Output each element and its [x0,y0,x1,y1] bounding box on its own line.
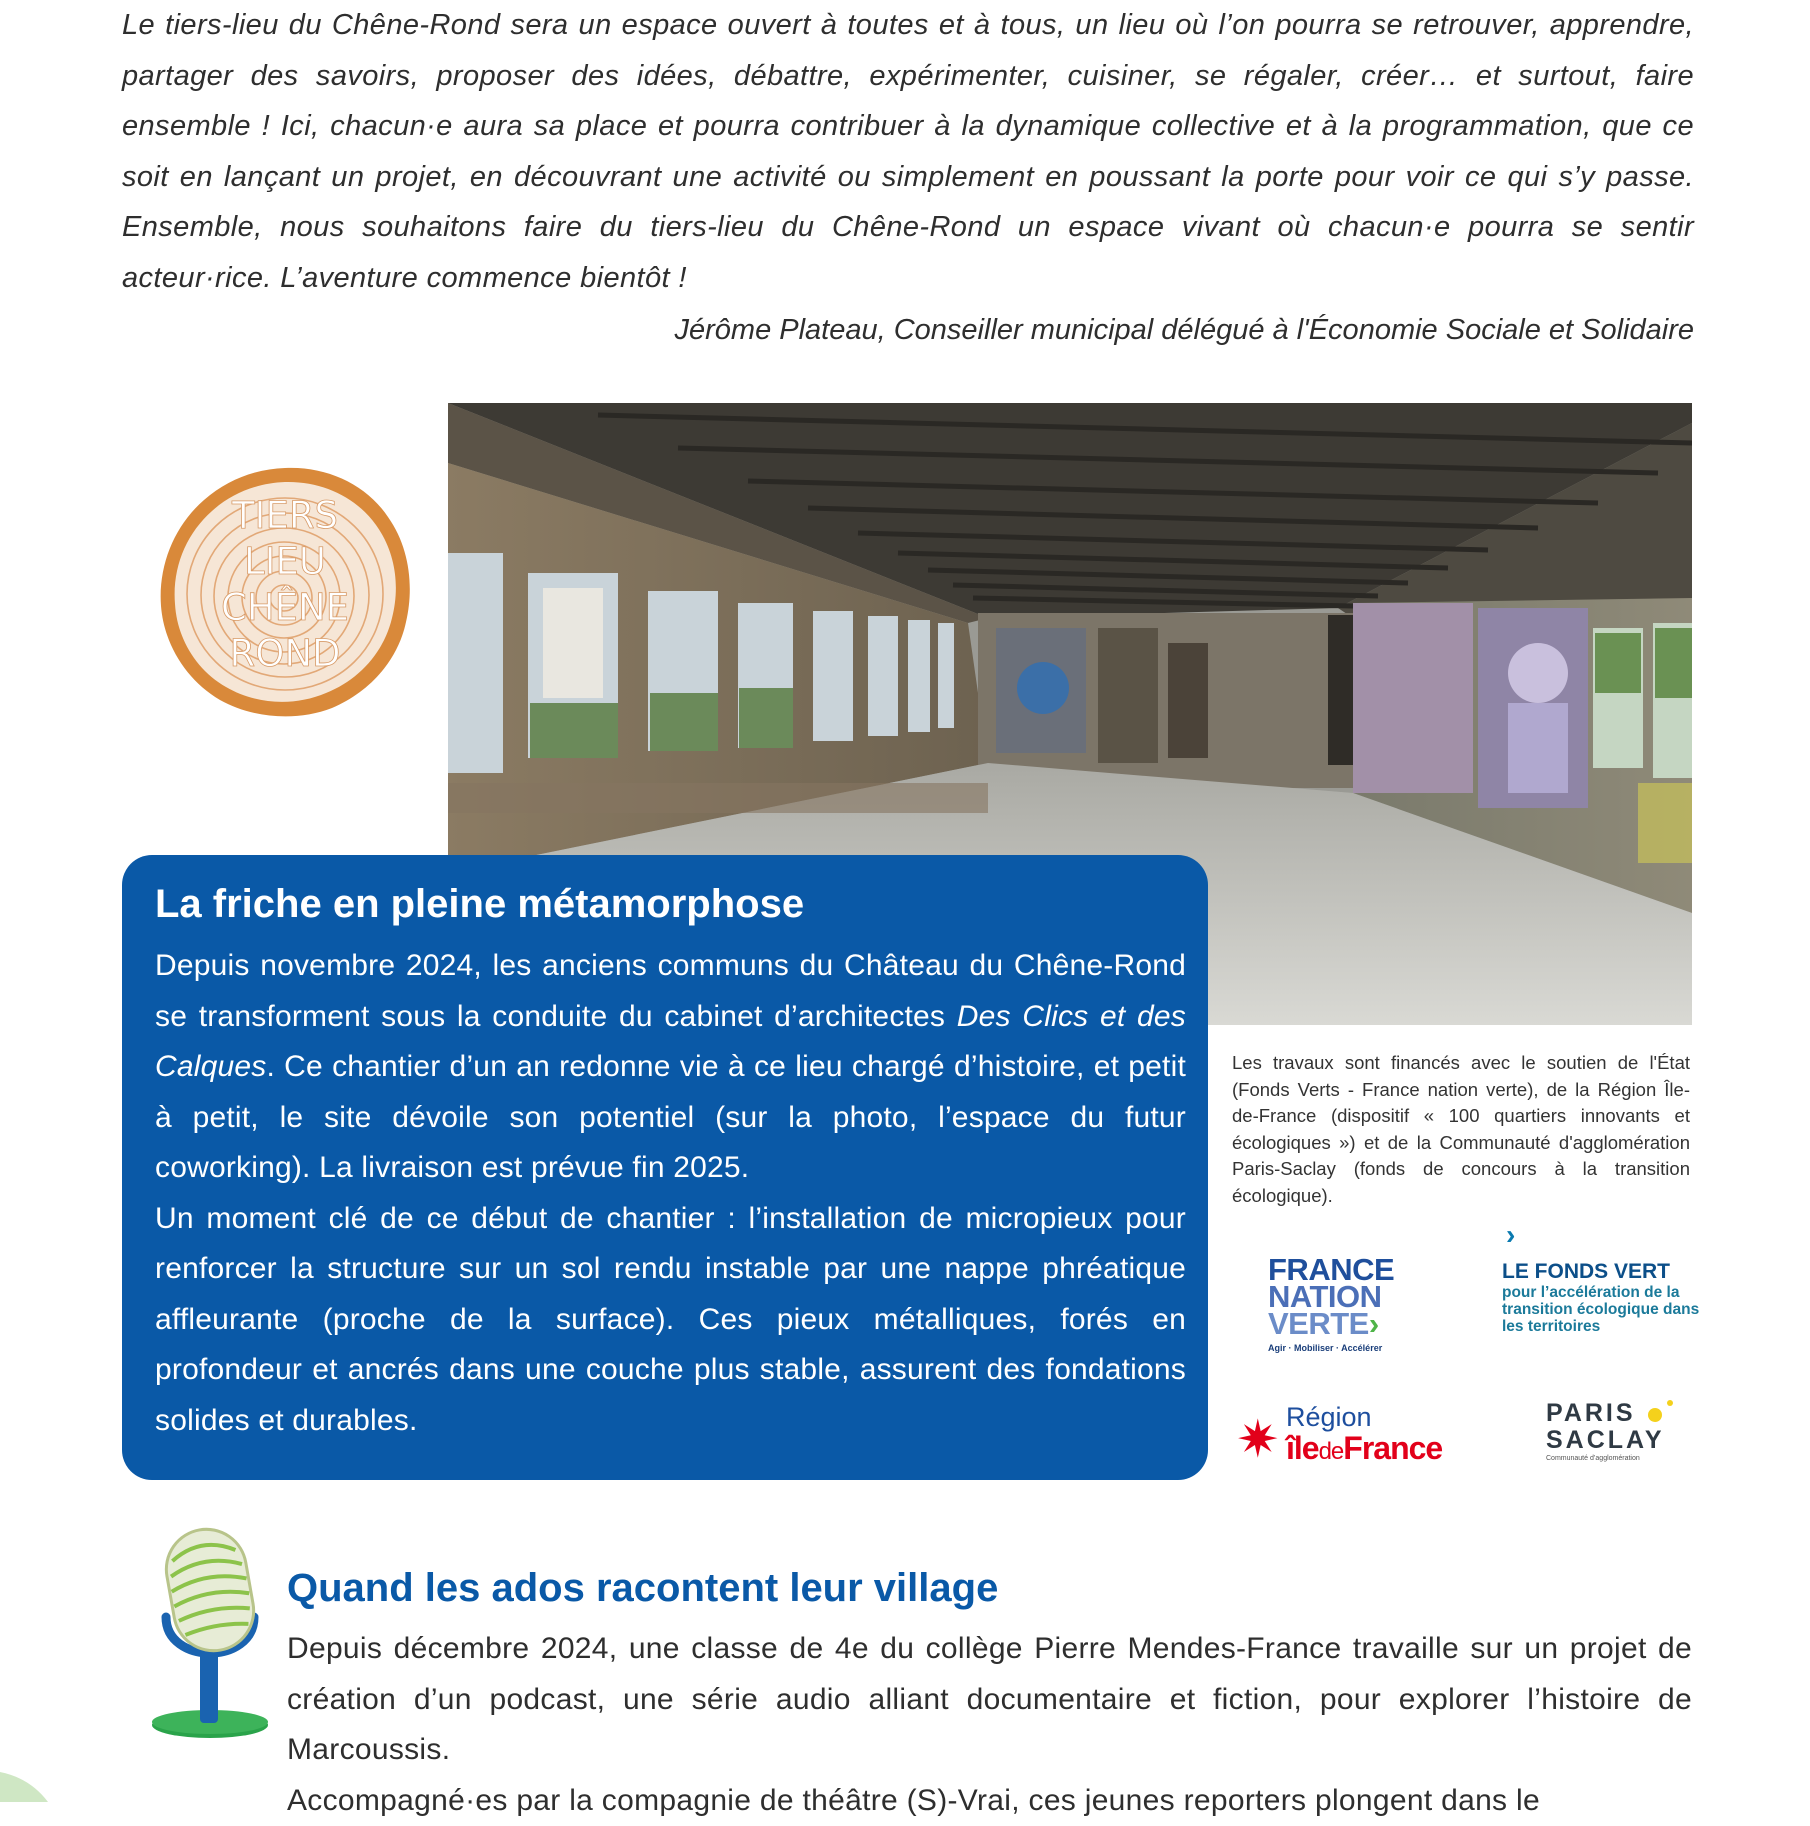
fonds-vert-heading: LE FONDS VERT [1502,1260,1702,1284]
region-ile: île [1286,1430,1319,1466]
fnv-line-2: NATION [1268,1283,1408,1310]
feature-paragraph-2: Un moment clé de ce début de chantier : l’installation de micropieux pour renforcer la structure sur un sol rendu instable par une nappe phréatique affleurante (proche de la surface). Ces pieux métalliques, forés en profondeur et ancrés dans une couche plus stable, assurent des fondations solides et durables. [155,1194,1186,1447]
section2-paragraph-1: Depuis décembre 2024, une classe de 4e du collège Pierre Mendes-France travaille sur un projet de création d’un podcast, une série audio alliant documentaire et fiction, pour explorer l’histoire de Marcoussis. [287,1624,1692,1776]
france-nation-verte-logo [1268,1256,1408,1353]
fnv-tagline: Agir · Mobiliser · Accélérer [1268,1343,1408,1353]
ps-line-1: PARIS [1546,1400,1706,1427]
ps-small-dot-icon [1667,1400,1673,1406]
microphone-icon [148,1525,270,1740]
intro-signature: Jérôme Plateau, Conseiller municipal délégué à l'Économie Sociale et Solidaire [294,310,1694,350]
ps-dot-icon [1648,1408,1662,1422]
ps-subtitle: Communauté d’agglomération [1546,1455,1706,1462]
fonds-vert-subtitle: pour l’accélération de la transition écologique dans les territoires [1502,1284,1702,1335]
region-star-icon: ✷ [1236,1414,1280,1466]
region-idf-logo [1236,1402,1476,1472]
fnv-arrow-icon: › [1369,1306,1379,1341]
logo-line-3: CHÊNE [221,585,349,629]
section2-title: Quand les ados racontent leur village [287,1562,998,1614]
logo-line-1: TIERS [231,494,338,537]
region-de: de [1319,1438,1344,1465]
leaf-decoration-icon [0,1762,48,1802]
logo-line-2: LIEU [244,540,326,583]
feature-p1-after: . Ce chantier d’un an redonne vie à ce lieu chargé d’histoire, et petit à petit, le site dévoile son potentiel (sur la photo, l’espace du futur coworking). La livraison est prévue fin 2025. [155,1050,1186,1184]
region-word: Région [1286,1402,1372,1433]
feature-paragraph-1 [155,941,1186,1194]
funding-caption: Les travaux sont financés avec le soutien de l'État (Fonds Verts - France nation verte), de la Région Île-de-France (dispositif « 100 quartiers innovants et écologiques ») et de la Communauté d'agglomération Paris-Saclay (fonds de concours à la transition écologique). [1232,1050,1690,1209]
fonds-vert-logo [1502,1260,1702,1335]
tiers-lieu-logo [156,462,414,720]
region-france: France [1343,1430,1442,1466]
logo-line-4: ROND [230,632,341,675]
feature-title: La friche en pleine métamorphose [155,877,1186,931]
fnv-line-1: FRANCE [1268,1256,1408,1283]
section2-paragraph-2: Accompagné·es par la compagnie de théâtre (S)-Vrai, ces jeunes reporters plongent dans le [287,1776,1692,1826]
chevron-icon: › [1506,1220,1515,1250]
wood-ring-icon [156,462,414,720]
fnv-line-3: VERTE [1268,1306,1369,1341]
intro-paragraph: Le tiers-lieu du Chêne-Rond sera un espace ouvert à toutes et à tous, un lieu où l’on pourra se retrouver, apprendre, partager des savoirs, proposer des idées, débattre, expérimenter, cuisiner, se régaler, créer… et surtout, faire ensemble ! Ici, chacun·e aura sa place et pourra contribuer à la dynamique collective et à la programmation, que ce soit en lançant un projet, en découvrant une activité ou simplement en poussant la porte pour voir ce qui s’y passe. Ensemble, nous souhaitons faire du tiers-lieu du Chêne-Rond un espace vivant où chacun·e pourra se sentir acteur·rice. L’aventure commence bientôt ! [122,0,1694,303]
architect-name: Des Clics et des Calques [155,1000,1186,1084]
paris-saclay-logo [1546,1400,1706,1470]
feature-box [122,855,1208,1480]
feature-p1-before: Depuis novembre 2024, les anciens communs du Château du Chêne-Rond se transforment sous la conduite du cabinet d’architectes [155,949,1186,1033]
ps-line-2: SACLAY [1546,1427,1706,1454]
section2-body [287,1624,1692,1826]
region-name [1286,1430,1442,1467]
